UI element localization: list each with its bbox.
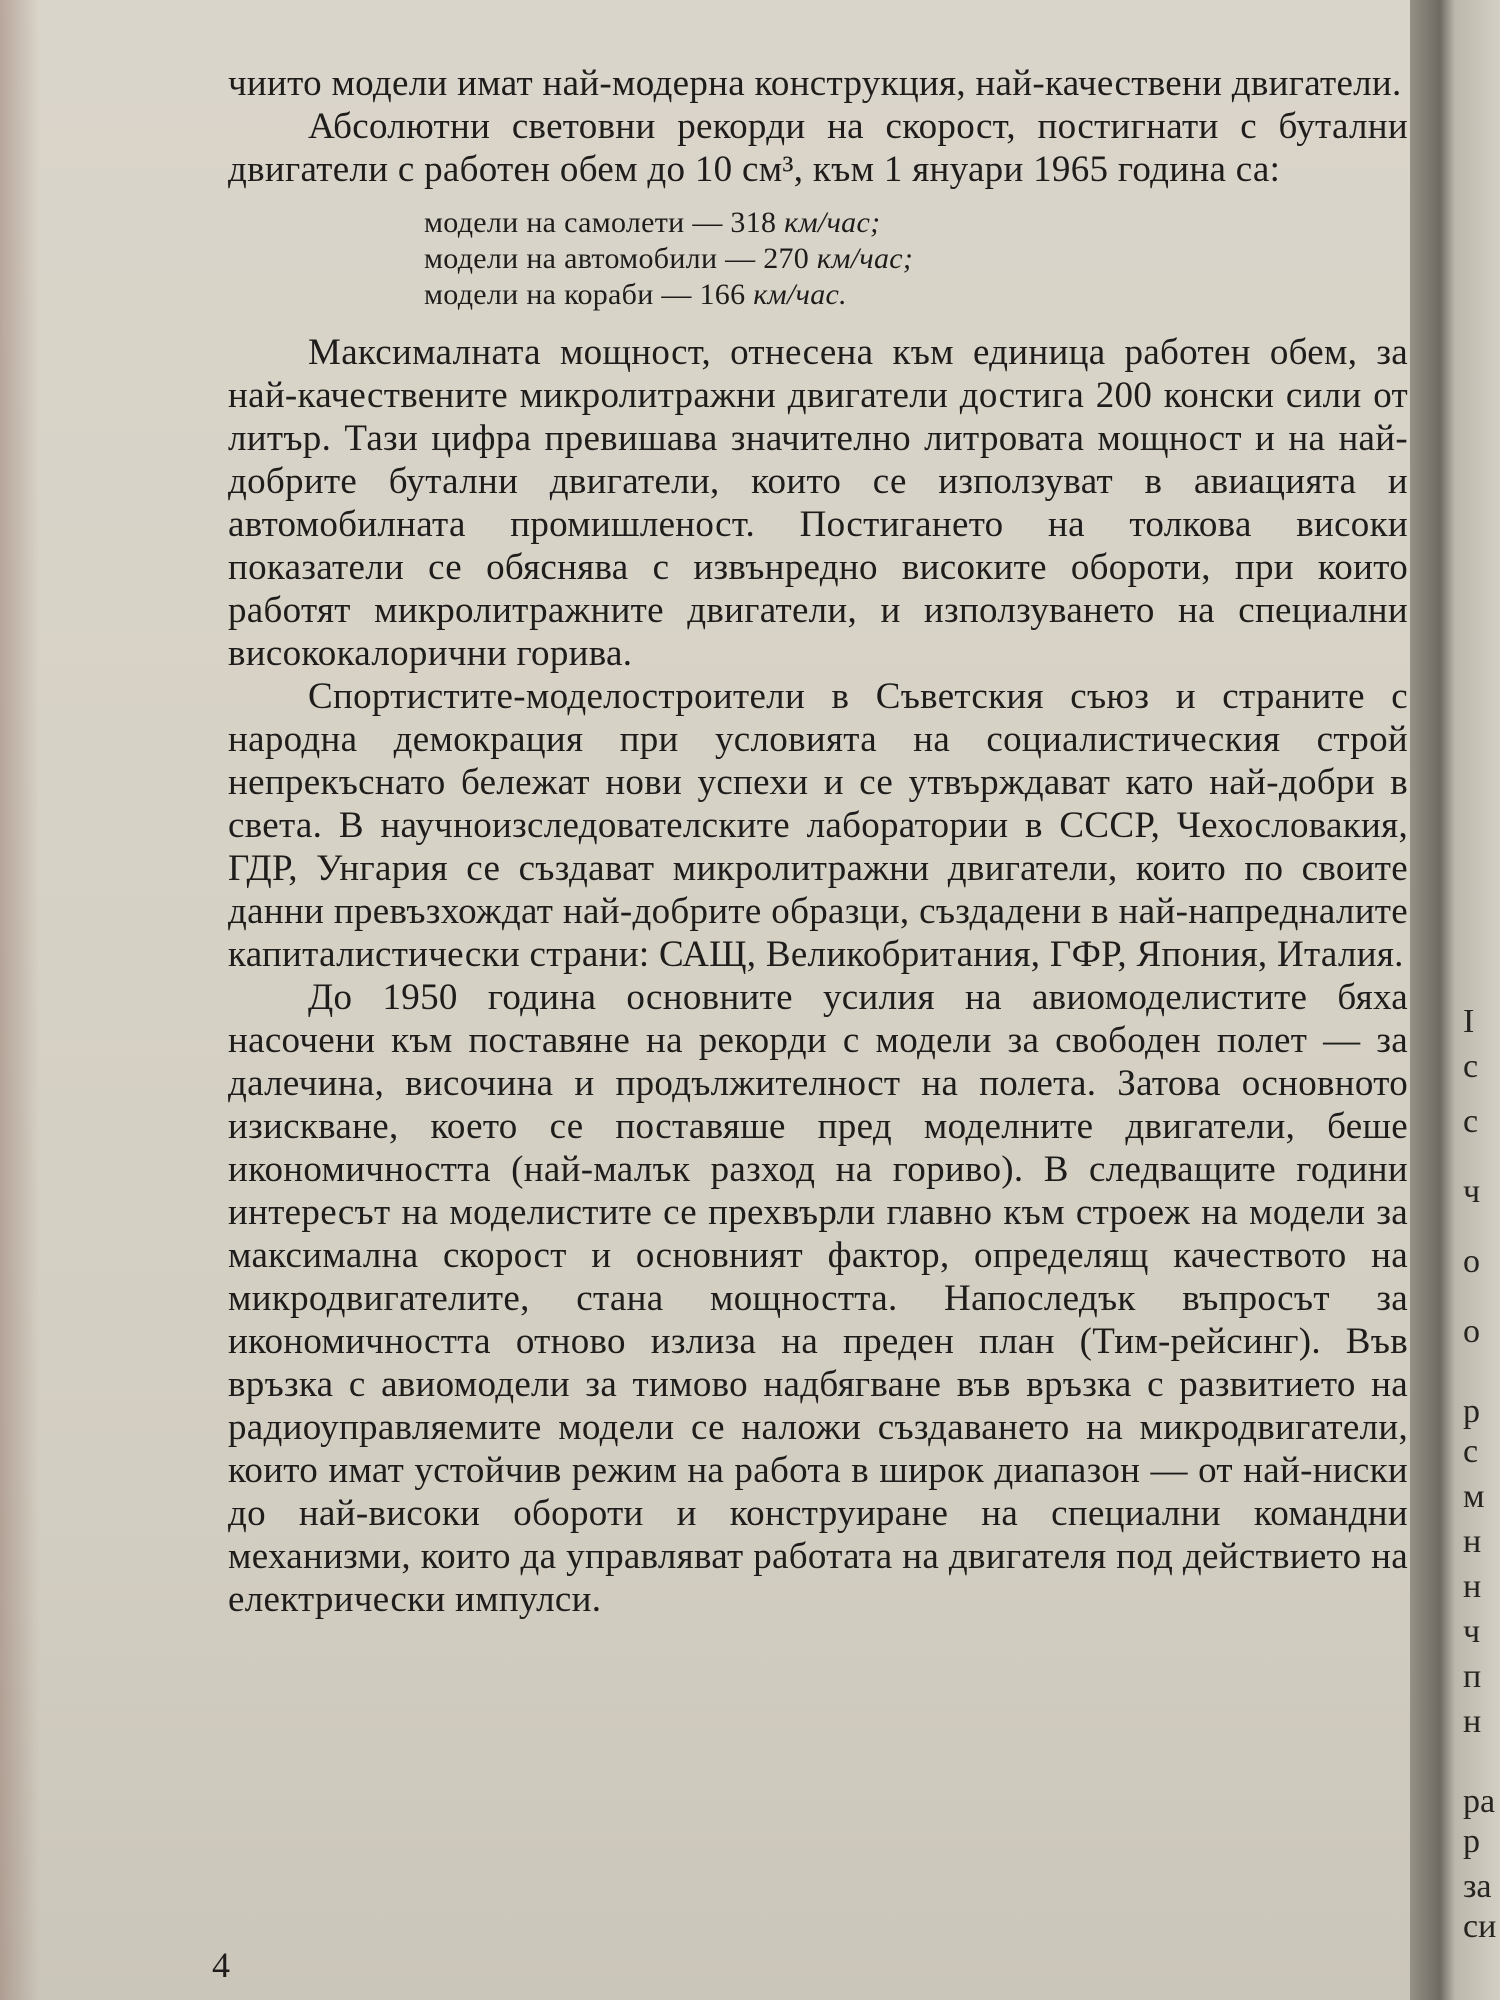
paragraph-2: Абсолютни световни рекорди на скорост, постигнати с бутални двигатели с работен обем до 10 см³, към 1 януари 1965 година са: [228,106,1408,190]
fragment: п [1463,1658,1482,1695]
paragraph-4: Спортистите-моделостроители в Съветския съюз и страните с народна демокрация при условията на социалистическия строй непрекъснато бележат нови успехи и се утвърждават като най-добри в света. В научноизследователските лаборатории в СССР, Чехословакия, ГДР, Унгария се създават микролитражни двигатели, които по своите данни превъзхождат най-добрите образци, създадени в най-напредналите капиталистически страни: САЩ, Великобритания, ГФР, Япония, Италия. [228,676,1408,975]
record-unit: км/час; [784,206,881,239]
record-item [424,205,1408,241]
fragment: с [1463,1433,1479,1470]
fragment: о [1463,1243,1480,1280]
body-text [228,62,1408,1621]
paragraph-5: До 1950 година основните усилия на авиомоделистите бяха насочени към поставяне на рекорди с модели за свободен полет — за далечина, височина и продължителност на полета. Затова основното изискване, което се поставяше пред моделните двигатели, беше икономичността (най-малък разход на гориво). В следващите години интересът на моделистите се прехвърли главно към строеж на модели за максимална скорост и основният фактор, определящ качеството на микродвигателите, стана мощността. Напоследък въпросът за икономичността отново излиза на преден план (Тим-рейсинг). Във връзка с авиомодели за тимово надбягване във връзка с развитието на радиоуправляемите модели се наложи създаването на микродвигатели, които имат устойчив режим на работа в широк диапазон — от най-ниски до най-високи обороти и конструиране на специални командни механизми, които да управляват работата на двигателя под действието на електрически импулси. [228,977,1408,1620]
fragment: ч [1463,1613,1481,1650]
fragment: н [1463,1568,1482,1605]
paragraph-3: Максималната мощност, отнесена към единица работен обем, за най-качествените микролитражни двигатели достига 200 конски сили от литър. Тази цифра превишава значително литровата мощност и на най-добрите бутални двигатели, които се използуват в авиацията и автомобилната промишленост. Постигането на толкова високи показатели се обяснява с извънредно високите обороти, при които работят микролитражните двигатели, и използуването на специални висококалорични горива. [228,332,1408,674]
record-label: модели на автомобили — 270 [424,242,810,275]
fragment: н [1463,1523,1482,1560]
fragment: н [1463,1703,1482,1740]
record-unit: км/час. [753,278,847,311]
adjacent-page-edge [1455,0,1500,2000]
fragment: ч [1463,1173,1481,1210]
fragment: с [1463,1048,1479,1085]
fragment: р [1463,1393,1480,1430]
record-item [424,241,1408,277]
record-label: модели на самолети — 318 [424,206,777,239]
record-label: модели на кораби — 166 [424,278,746,311]
fragment: I [1463,1003,1475,1040]
fragment: за [1463,1868,1492,1905]
page-number: 4 [212,1945,230,1985]
fragment: ра [1463,1783,1496,1820]
fragment: си [1463,1908,1497,1945]
speed-records-list [424,205,1408,313]
fragment: р [1463,1823,1480,1860]
fragment: м [1463,1478,1485,1515]
fragment: о [1463,1313,1480,1350]
paragraph-1: чиито модели имат най-модерна конструкция, най-качествени двигатели. [228,63,1402,104]
fragment: с [1463,1103,1479,1140]
record-item [424,277,1408,313]
page-edge-shadow [0,0,40,2000]
record-unit: км/час; [816,242,914,275]
